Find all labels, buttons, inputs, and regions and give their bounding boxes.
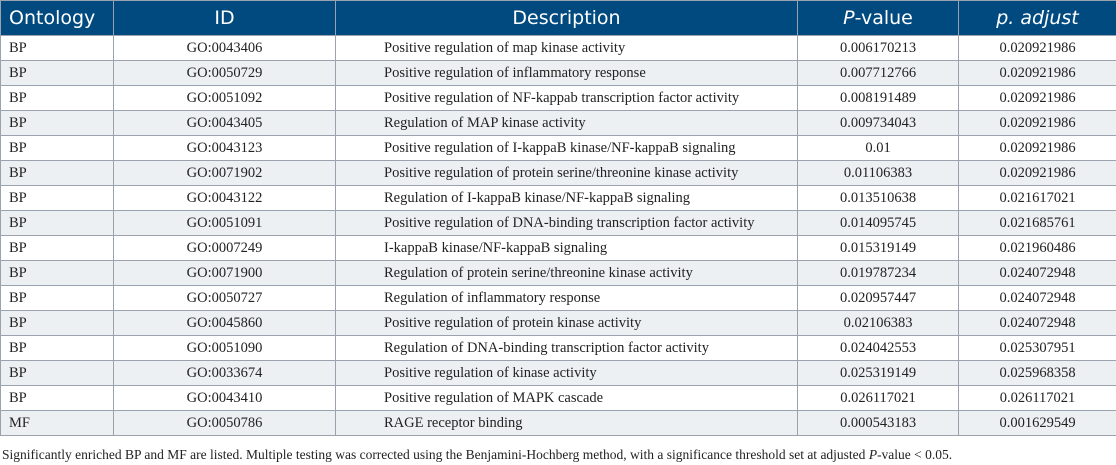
cell-go-id: GO:0071902 [114,161,336,186]
cell-padjust: 0.020921986 [959,86,1116,111]
cell-pvalue: 0.025319149 [798,361,959,386]
cell-padjust: 0.021685761 [959,211,1116,236]
table-row [1,311,1116,336]
cell-description: Positive regulation of DNA-binding transcription factor activity [336,211,798,236]
cell-go-id: GO:0007249 [114,236,336,261]
cell-pvalue: 0.014095745 [798,211,959,236]
cell-ontology: BP [1,186,114,211]
cell-padjust: 0.020921986 [959,136,1116,161]
cell-go-id: GO:0051091 [114,211,336,236]
cell-pvalue: 0.006170213 [798,36,959,61]
cell-go-id: GO:0033674 [114,361,336,386]
table-row [1,261,1116,286]
header-description: Description [336,1,798,36]
header-pvalue-rest: -value [854,7,913,29]
cell-ontology: BP [1,386,114,411]
cell-padjust: 0.024072948 [959,311,1116,336]
table-row [1,286,1116,311]
cell-go-id: GO:0045860 [114,311,336,336]
cell-ontology: BP [1,61,114,86]
cell-pvalue: 0.020957447 [798,286,959,311]
cell-description: Regulation of DNA-binding transcription factor activity [336,336,798,361]
table-row [1,211,1116,236]
cell-ontology: BP [1,336,114,361]
table-row [1,236,1116,261]
cell-padjust: 0.020921986 [959,61,1116,86]
cell-padjust: 0.020921986 [959,161,1116,186]
table-footnote [0,436,1116,463]
table-row [1,336,1116,361]
cell-padjust: 0.024072948 [959,286,1116,311]
footnote-text-before: Significantly enriched BP and MF are listed. Multiple testing was corrected using the Benjamini-Hochberg method, with a significance threshold set at adjusted [2,447,869,462]
cell-description: Positive regulation of NF-kappab transcription factor activity [336,86,798,111]
cell-padjust: 0.026117021 [959,386,1116,411]
cell-padjust: 0.024072948 [959,261,1116,286]
cell-pvalue: 0.02106383 [798,311,959,336]
table-row [1,411,1116,436]
table-row [1,161,1116,186]
cell-padjust: 0.021960486 [959,236,1116,261]
cell-pvalue: 0.009734043 [798,111,959,136]
cell-go-id: GO:0043122 [114,186,336,211]
cell-description: Positive regulation of protein kinase activity [336,311,798,336]
header-pvalue [798,1,959,36]
cell-description: Positive regulation of inflammatory response [336,61,798,86]
cell-description: Regulation of protein serine/threonine kinase activity [336,261,798,286]
cell-description: Regulation of MAP kinase activity [336,111,798,136]
cell-padjust: 0.020921986 [959,36,1116,61]
table-row [1,386,1116,411]
header-id: ID [114,1,336,36]
cell-go-id: GO:0050727 [114,286,336,311]
cell-ontology: BP [1,261,114,286]
header-padjust [959,1,1116,36]
header-padjust-label: p. adjust [996,7,1079,29]
cell-ontology: BP [1,86,114,111]
cell-pvalue: 0.01 [798,136,959,161]
cell-go-id: GO:0051092 [114,86,336,111]
table-body [1,36,1116,436]
footnote-text-after: -value < 0.05. [877,447,953,462]
table-header [1,1,1116,36]
cell-pvalue: 0.01106383 [798,161,959,186]
cell-go-id: GO:0051090 [114,336,336,361]
header-row [1,1,1116,36]
cell-ontology: BP [1,136,114,161]
cell-ontology: BP [1,361,114,386]
table-row [1,61,1116,86]
cell-go-id: GO:0043410 [114,386,336,411]
cell-pvalue: 0.024042553 [798,336,959,361]
cell-padjust: 0.020921986 [959,111,1116,136]
cell-description: Positive regulation of map kinase activity [336,36,798,61]
cell-padjust: 0.025307951 [959,336,1116,361]
cell-pvalue: 0.007712766 [798,61,959,86]
table-row [1,361,1116,386]
cell-pvalue: 0.008191489 [798,86,959,111]
cell-go-id: GO:0071900 [114,261,336,286]
header-ontology: Ontology [1,1,114,36]
cell-description: Regulation of I-kappaB kinase/NF-kappaB signaling [336,186,798,211]
table-row [1,36,1116,61]
cell-ontology: BP [1,36,114,61]
cell-go-id: GO:0043123 [114,136,336,161]
cell-pvalue: 0.015319149 [798,236,959,261]
cell-pvalue: 0.013510638 [798,186,959,211]
cell-description: RAGE receptor binding [336,411,798,436]
cell-pvalue: 0.000543183 [798,411,959,436]
cell-ontology: BP [1,161,114,186]
cell-description: Positive regulation of protein serine/threonine kinase activity [336,161,798,186]
cell-go-id: GO:0050786 [114,411,336,436]
cell-description: Positive regulation of I-kappaB kinase/NF-kappaB signaling [336,136,798,161]
cell-ontology: BP [1,236,114,261]
cell-padjust: 0.001629549 [959,411,1116,436]
footnote-text-italic: P [868,447,878,462]
cell-ontology: BP [1,311,114,336]
cell-padjust: 0.025968358 [959,361,1116,386]
cell-description: Positive regulation of kinase activity [336,361,798,386]
cell-ontology: BP [1,211,114,236]
cell-description: Positive regulation of MAPK cascade [336,386,798,411]
cell-ontology: BP [1,286,114,311]
cell-description: I-kappaB kinase/NF-kappaB signaling [336,236,798,261]
cell-pvalue: 0.019787234 [798,261,959,286]
table-row [1,136,1116,161]
header-pvalue-italic: P [843,7,855,29]
table-row [1,111,1116,136]
cell-go-id: GO:0043405 [114,111,336,136]
cell-ontology: BP [1,111,114,136]
cell-go-id: GO:0043406 [114,36,336,61]
table-row [1,86,1116,111]
cell-description: Regulation of inflammatory response [336,286,798,311]
cell-pvalue: 0.026117021 [798,386,959,411]
cell-ontology: MF [1,411,114,436]
table-row [1,186,1116,211]
cell-go-id: GO:0050729 [114,61,336,86]
cell-padjust: 0.021617021 [959,186,1116,211]
